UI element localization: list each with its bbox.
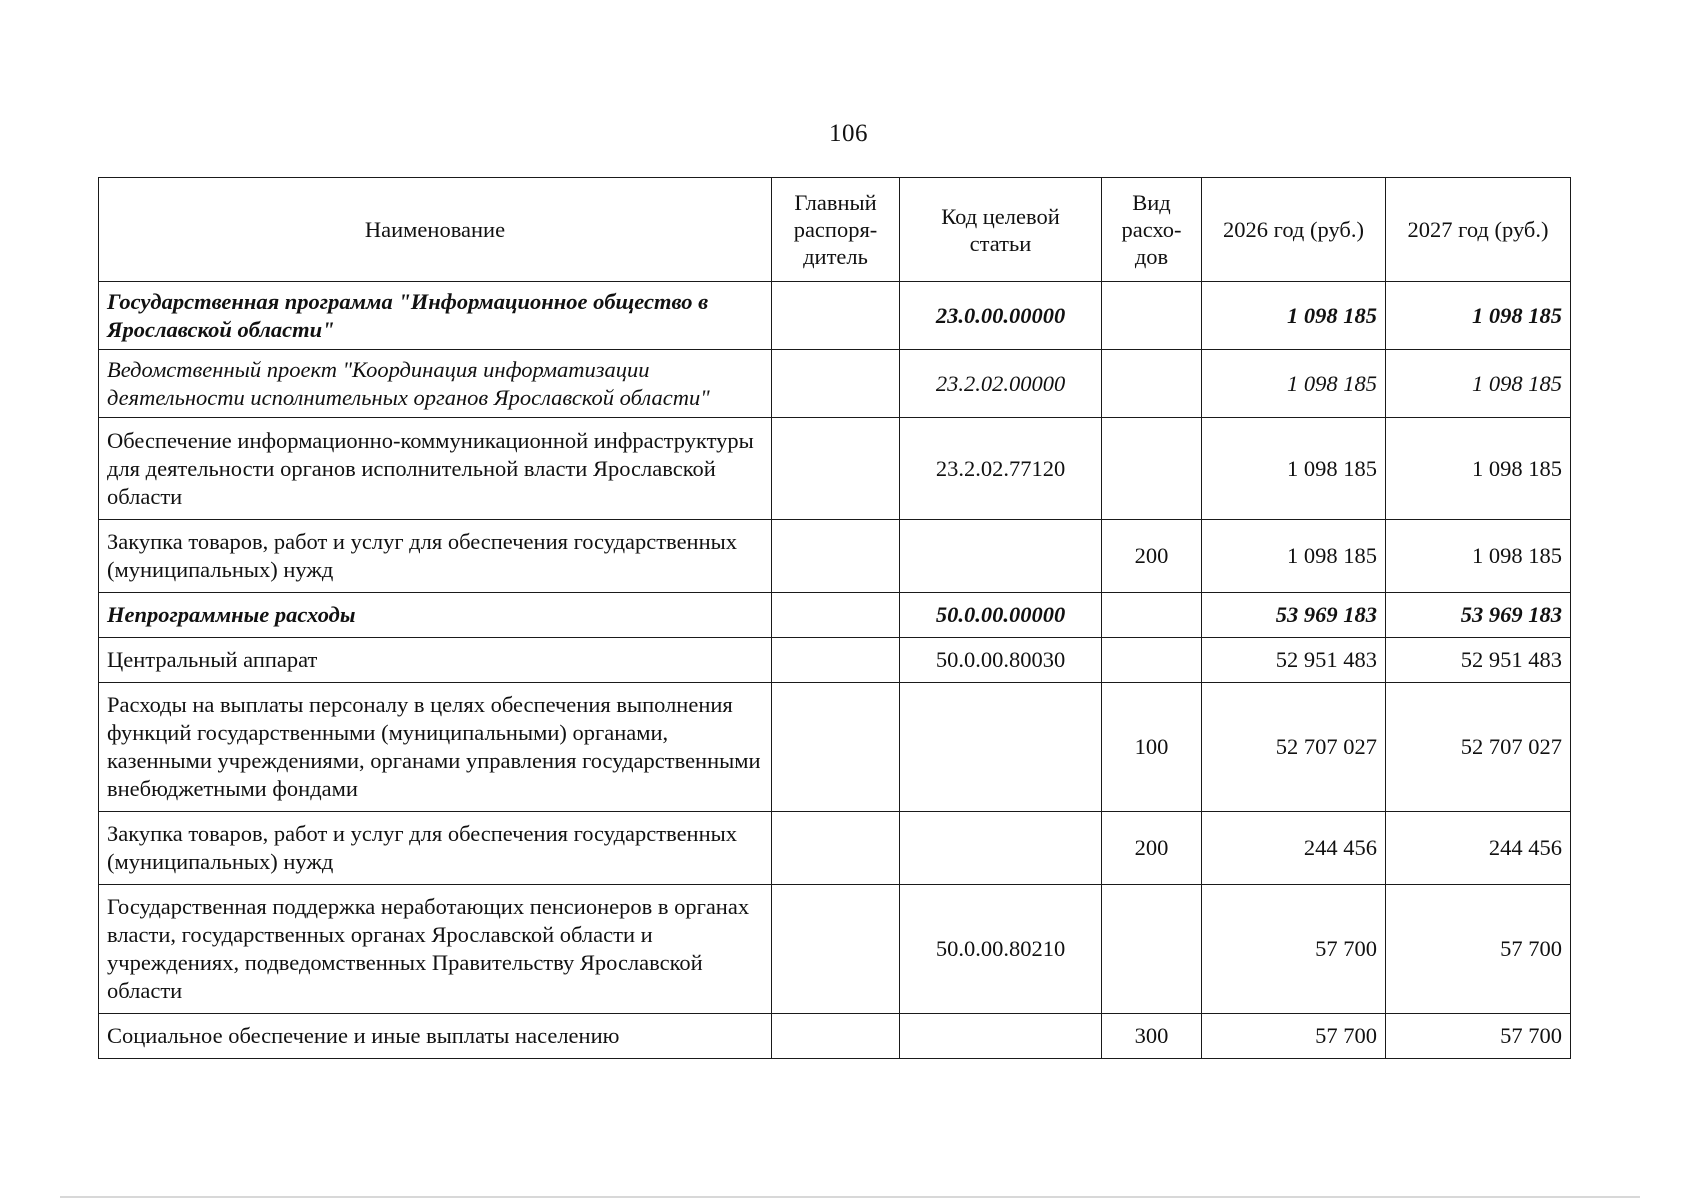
- row-grbs: [772, 683, 900, 812]
- row-name: Закупка товаров, работ и услуг для обеспечения государственных (муниципальных) нужд: [99, 812, 772, 885]
- row-year-2027: 1 098 185: [1386, 520, 1571, 593]
- row-type: [1102, 885, 1202, 1014]
- row-year-2027: 52 951 483: [1386, 638, 1571, 683]
- row-year-2026: 57 700: [1202, 885, 1386, 1014]
- row-year-2026: 52 707 027: [1202, 683, 1386, 812]
- row-name: Обеспечение информационно-коммуникационной инфраструктуры для деятельности органов исполнительной власти Ярославской области: [99, 418, 772, 520]
- row-year-2026: 1 098 185: [1202, 520, 1386, 593]
- row-type: [1102, 282, 1202, 350]
- header-grbs: Главный распоря-дитель: [772, 178, 900, 282]
- row-code: 50.0.00.80210: [900, 885, 1102, 1014]
- row-code: [900, 1014, 1102, 1059]
- row-name: Центральный аппарат: [99, 638, 772, 683]
- table-row: [99, 885, 1571, 1014]
- row-year-2026: 1 098 185: [1202, 282, 1386, 350]
- row-grbs: [772, 282, 900, 350]
- row-year-2027: 52 707 027: [1386, 683, 1571, 812]
- table-row: [99, 282, 1571, 350]
- row-grbs: [772, 638, 900, 683]
- header-type: Вид расхо-дов: [1102, 178, 1202, 282]
- row-year-2027: 244 456: [1386, 812, 1571, 885]
- row-grbs: [772, 593, 900, 638]
- page-number: 106: [829, 120, 868, 147]
- row-code: 23.0.00.00000: [900, 282, 1102, 350]
- table-row: [99, 593, 1571, 638]
- header-name: Наименование: [99, 178, 772, 282]
- row-code: [900, 812, 1102, 885]
- row-year-2027: 1 098 185: [1386, 282, 1571, 350]
- row-code: [900, 683, 1102, 812]
- budget-table: [98, 177, 1571, 1059]
- table-row: [99, 638, 1571, 683]
- row-code: 50.0.00.00000: [900, 593, 1102, 638]
- table-row: [99, 350, 1571, 418]
- row-grbs: [772, 1014, 900, 1059]
- row-grbs: [772, 812, 900, 885]
- row-grbs: [772, 885, 900, 1014]
- row-grbs: [772, 520, 900, 593]
- row-name: Государственная программа "Информационное общество в Ярославской области": [99, 282, 772, 350]
- row-grbs: [772, 418, 900, 520]
- row-type: [1102, 350, 1202, 418]
- row-name: Государственная поддержка неработающих пенсионеров в органах власти, государственных органах Ярославской области и учреждениях, подведомственных Правительству Ярославской области: [99, 885, 772, 1014]
- row-year-2026: 57 700: [1202, 1014, 1386, 1059]
- row-year-2026: 1 098 185: [1202, 418, 1386, 520]
- header-code: Код целевой статьи: [900, 178, 1102, 282]
- header-year-2027: 2027 год (руб.): [1386, 178, 1571, 282]
- row-code: 23.2.02.77120: [900, 418, 1102, 520]
- row-type: [1102, 593, 1202, 638]
- row-code: [900, 520, 1102, 593]
- scan-edge-line: [60, 1196, 1640, 1198]
- header-year-2026: 2026 год (руб.): [1202, 178, 1386, 282]
- table-row: [99, 683, 1571, 812]
- row-type: 200: [1102, 812, 1202, 885]
- row-year-2026: 244 456: [1202, 812, 1386, 885]
- row-type: [1102, 418, 1202, 520]
- row-name: Ведомственный проект "Координация информатизации деятельности исполнительных органов Ярославской области": [99, 350, 772, 418]
- row-grbs: [772, 350, 900, 418]
- row-type: 300: [1102, 1014, 1202, 1059]
- row-year-2027: 53 969 183: [1386, 593, 1571, 638]
- row-year-2027: 57 700: [1386, 885, 1571, 1014]
- row-year-2026: 53 969 183: [1202, 593, 1386, 638]
- row-year-2026: 1 098 185: [1202, 350, 1386, 418]
- row-year-2026: 52 951 483: [1202, 638, 1386, 683]
- row-year-2027: 1 098 185: [1386, 350, 1571, 418]
- row-type: [1102, 638, 1202, 683]
- table-row: [99, 812, 1571, 885]
- table-row: [99, 520, 1571, 593]
- row-name: Социальное обеспечение и иные выплаты населению: [99, 1014, 772, 1059]
- row-type: 200: [1102, 520, 1202, 593]
- row-name: Расходы на выплаты персоналу в целях обеспечения выполнения функций государственными (муниципальными) органами, казенными учреждениями, органами управления государственными внебюджетными фондами: [99, 683, 772, 812]
- row-year-2027: 1 098 185: [1386, 418, 1571, 520]
- row-year-2027: 57 700: [1386, 1014, 1571, 1059]
- table-header-row: [99, 178, 1571, 282]
- row-type: 100: [1102, 683, 1202, 812]
- table-row: [99, 418, 1571, 520]
- row-name: Закупка товаров, работ и услуг для обеспечения государственных (муниципальных) нужд: [99, 520, 772, 593]
- row-code: 23.2.02.00000: [900, 350, 1102, 418]
- table-row: [99, 1014, 1571, 1059]
- row-code: 50.0.00.80030: [900, 638, 1102, 683]
- row-name: Непрограммные расходы: [99, 593, 772, 638]
